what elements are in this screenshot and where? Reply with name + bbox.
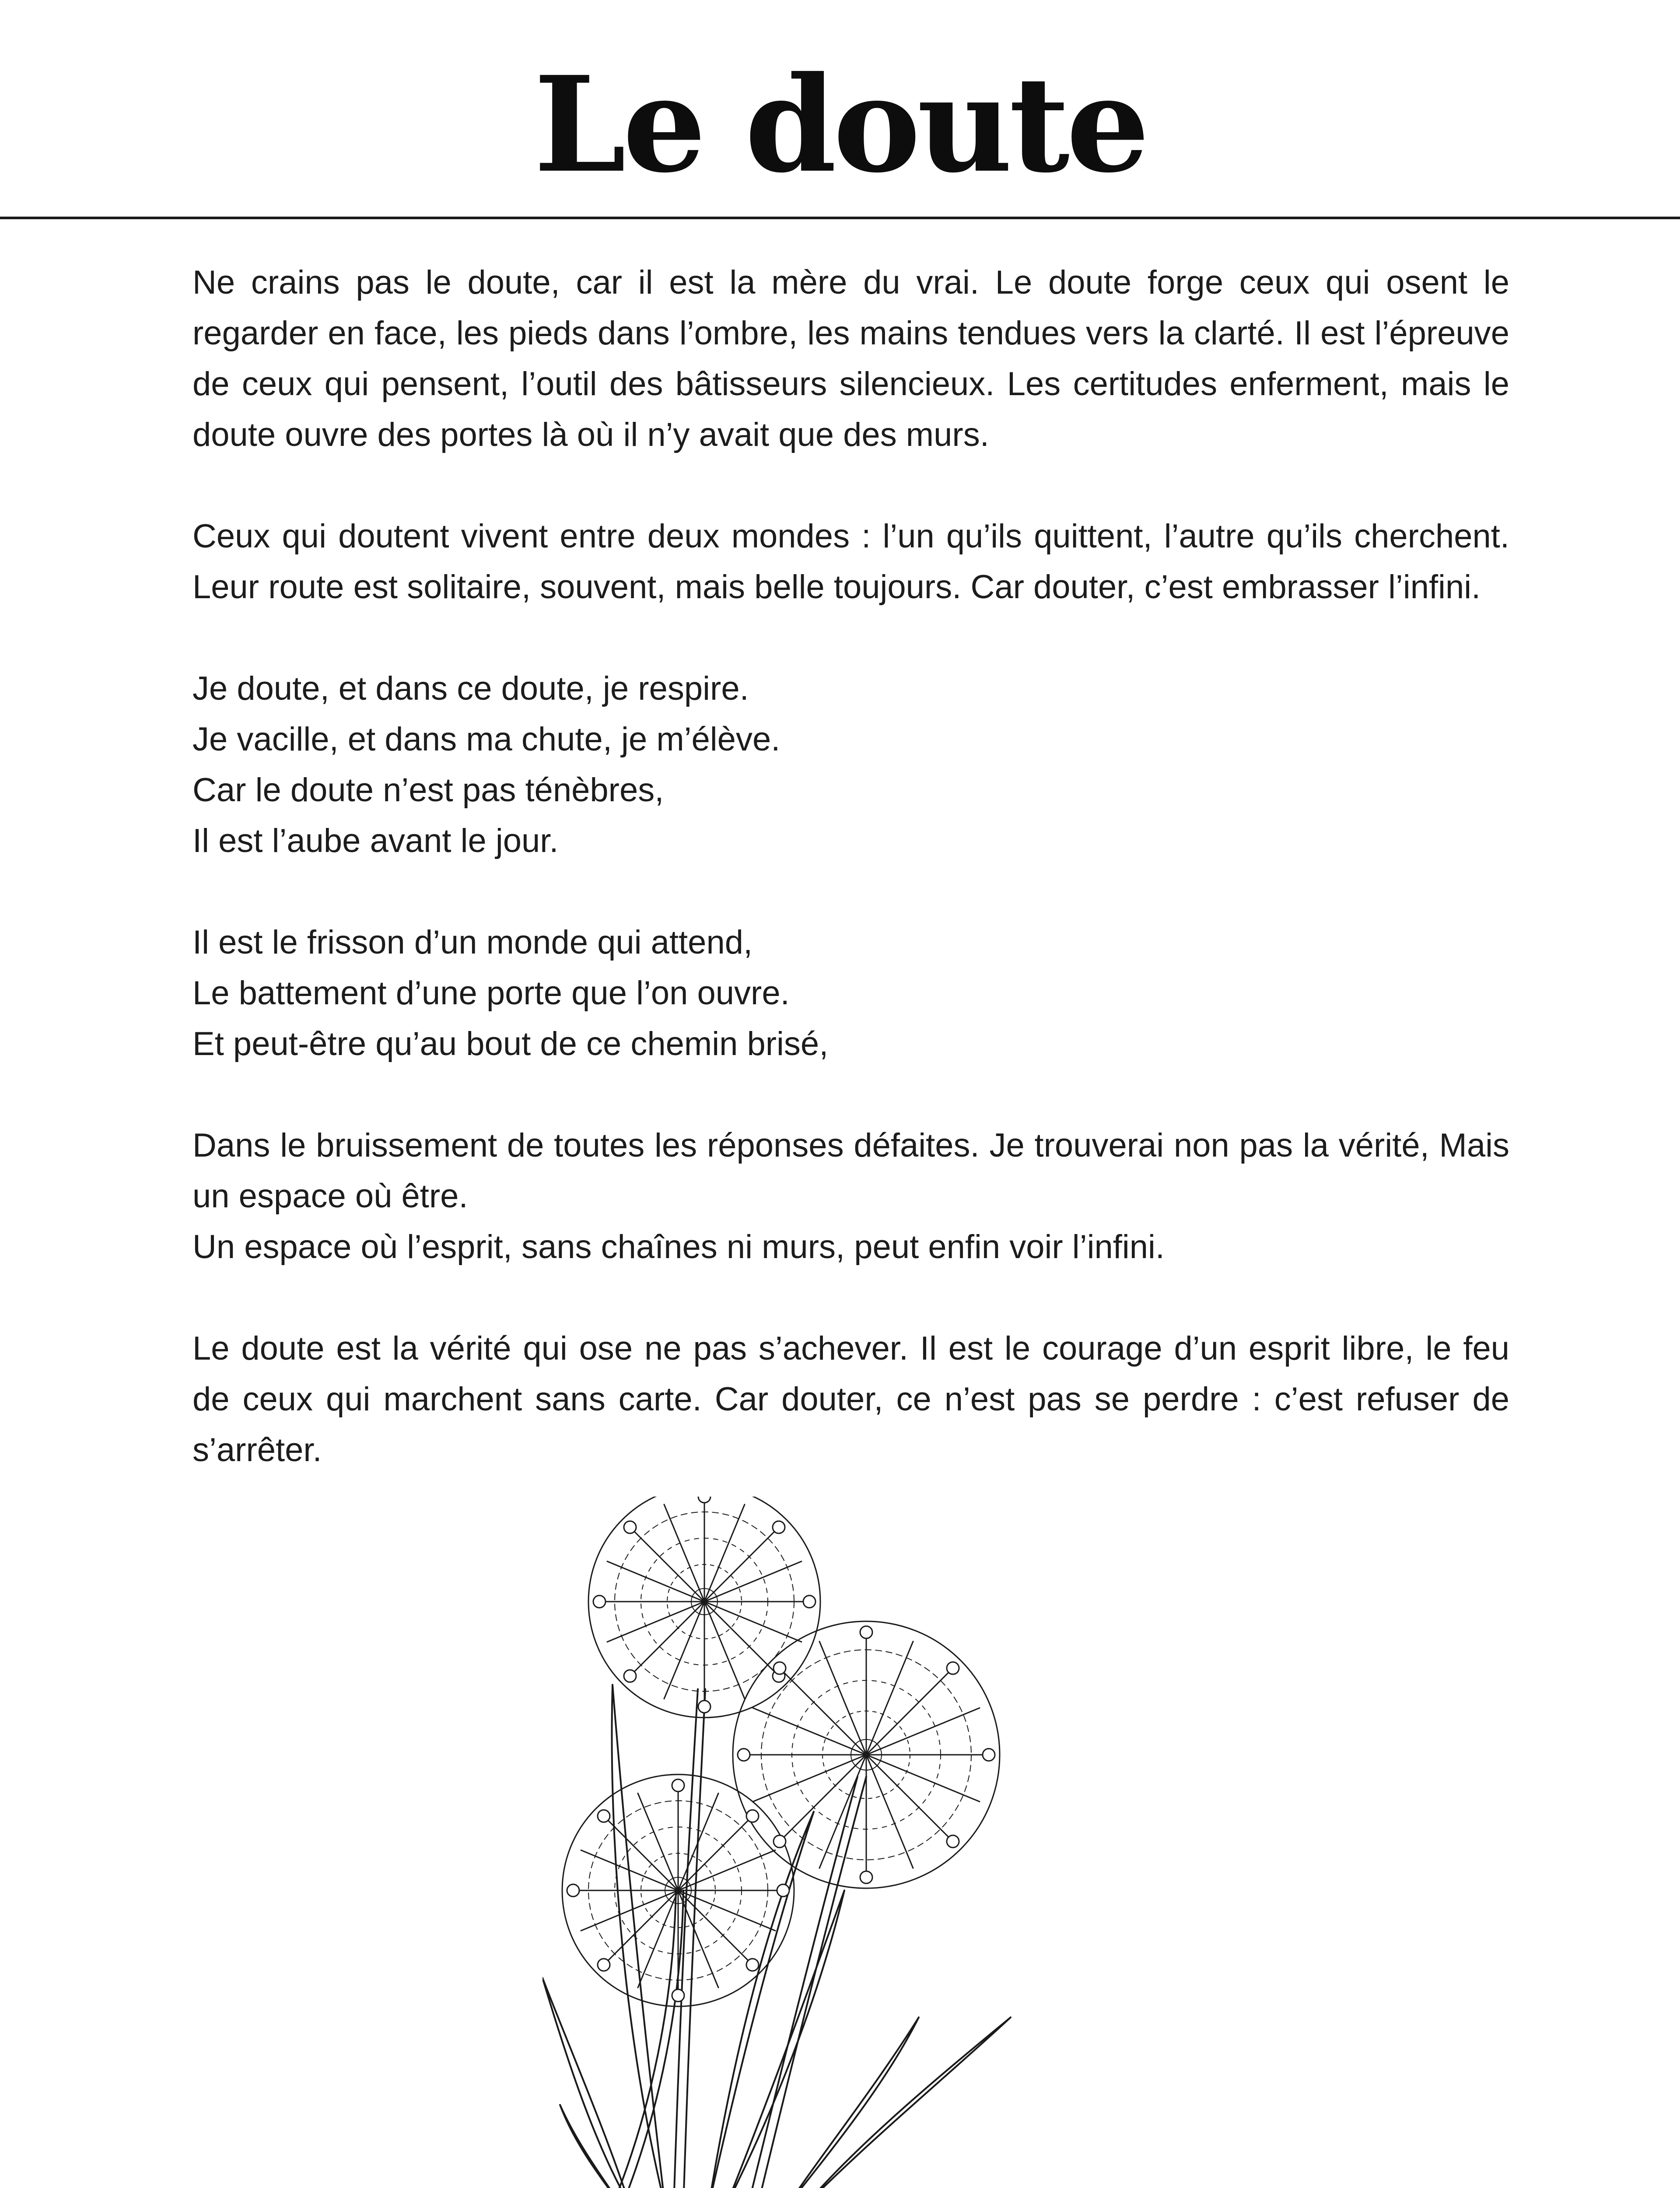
passage-second: Un espace où l’esprit, sans chaînes ni murs, peut enfin voir l’infini. — [192, 1228, 1165, 1266]
paragraph-intro: Ne crains pas le doute, car il est la mère du vrai. Le doute forge ceux qui osent le regarder en face, les pieds dans l’ombre, les mains tendues vers la clarté. Il est l’épreuve de ceux qui pensent, l’outil des bâtisseurs silencieux. Les certitudes enferment, mais le doute ouvre des portes là où il n’y avait que des murs. — [192, 264, 1509, 453]
stanza-line: Et peut-être qu’au bout de ce chemin brisé, — [192, 1025, 829, 1062]
stanza-one — [192, 663, 1509, 866]
stanza-line: Le battement d’une porte que l’on ouvre. — [192, 975, 790, 1012]
stanza-line: Il est le frisson d’un monde qui attend, — [192, 924, 753, 961]
stanza-line: Je vacille, et dans ma chute, je m’élève. — [192, 721, 780, 758]
body-text — [192, 257, 1509, 1526]
stanza-line: Il est l’aube avant le jour. — [192, 822, 559, 859]
stanza-line: Car le doute n’est pas ténèbres, — [192, 771, 664, 809]
stanza-two — [192, 917, 1509, 1069]
passage-first: Dans le bruissement de toutes les réponses défaites. Je trouverai non pas la vérité, Mais un espace où être. — [192, 1127, 1509, 1215]
top-divider — [0, 217, 1680, 219]
paragraph-two-worlds: Ceux qui doutent vivent entre deux mondes : l’un qu’ils quittent, l’autre qu’ils cherchent. Leur route est solitaire, souvent, mais belle toujours. Car douter, c’est embrasser l’infini. — [192, 518, 1509, 606]
paragraph-closing: Le doute est la vérité qui ose ne pas s’achever. Il est le courage d’un esprit libre, le feu de ceux qui marchent sans carte. Car douter, ce n’est pas se perdre : c’est refuser de s’arrêter. — [192, 1330, 1509, 1469]
paragraph-passage — [192, 1120, 1509, 1273]
stanza-line: Je doute, et dans ce doute, je respire. — [192, 670, 749, 707]
page-title: Le doute — [534, 47, 1146, 202]
allium-flowers-icon — [542, 1497, 1059, 2188]
